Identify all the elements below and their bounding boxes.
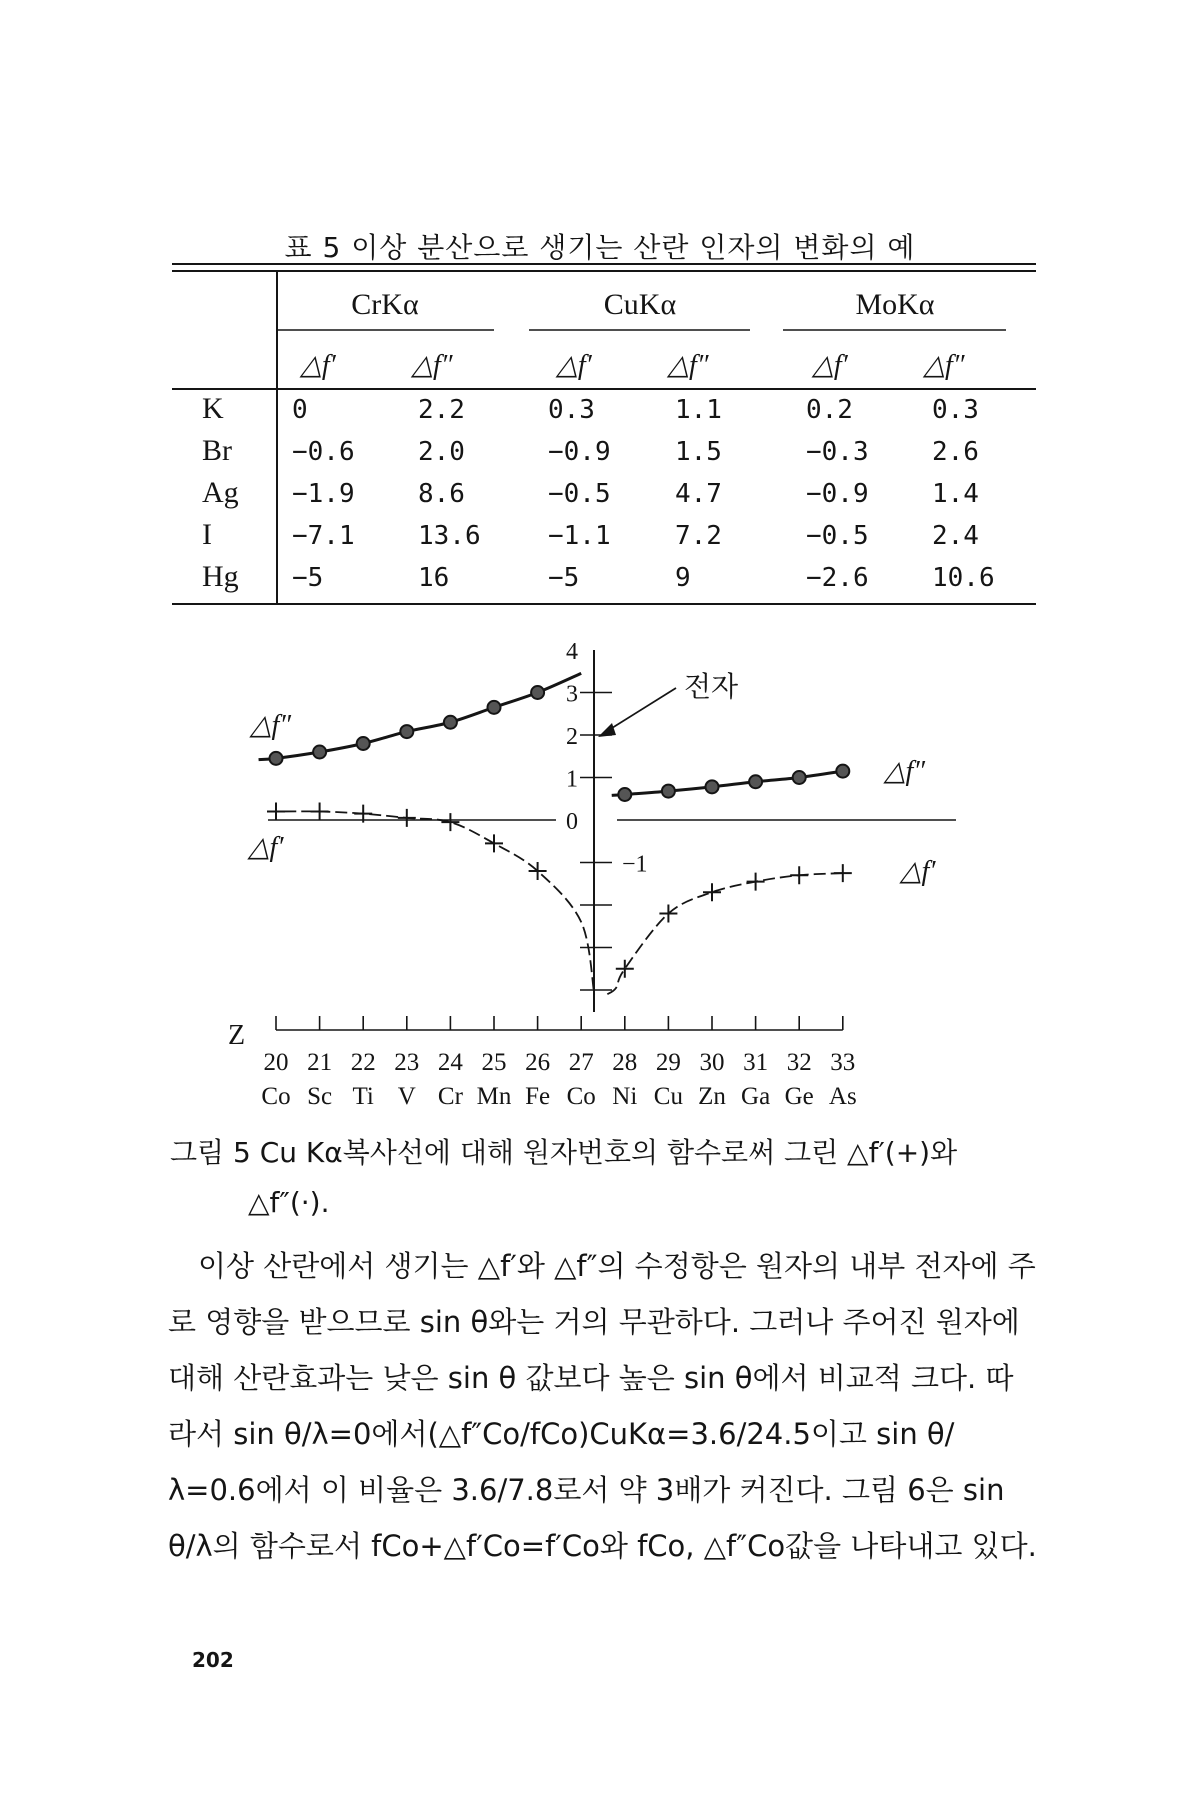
x-tick-label: 28 — [612, 1049, 638, 1076]
table-row-label: Ag — [202, 476, 239, 509]
x-tick-label: 30 — [699, 1049, 725, 1076]
table-cell: 2.2 — [418, 395, 465, 425]
table-cell: −0.9 — [548, 437, 611, 467]
table-cell: −5 — [292, 563, 324, 593]
df1-right-point — [790, 866, 808, 884]
df1-left-curve — [267, 811, 594, 994]
table-cell: −0.6 — [292, 437, 355, 467]
element-label: Fe — [525, 1083, 551, 1110]
df2-left-point — [313, 746, 326, 759]
table-cell: 1.4 — [932, 479, 979, 509]
figure-caption — [170, 1128, 1050, 1228]
x-tick-label: 33 — [830, 1049, 856, 1076]
y-tick-label: 3 — [566, 681, 578, 708]
df2-right-label: △f″ — [884, 756, 925, 787]
table-cell: 2.4 — [932, 521, 979, 551]
df2-left-label: △f″ — [250, 710, 291, 741]
table-cell: 8.6 — [418, 479, 465, 509]
df1-left-point — [311, 803, 329, 821]
y-tick-label: 1 — [566, 766, 578, 793]
y-tick-label: 4 — [566, 639, 578, 665]
x-tick-label: 20 — [263, 1049, 289, 1076]
figure-caption-line2: △f″(·). — [248, 1186, 330, 1219]
element-label: Mn — [476, 1083, 512, 1110]
table-subheader: △f′ — [300, 350, 336, 381]
annotation-arrow — [604, 688, 676, 733]
anomalous-dispersion-table — [0, 0, 1200, 620]
df2-left-point — [400, 725, 413, 738]
df2-right-point — [662, 785, 675, 798]
x-tick-label: 23 — [394, 1049, 420, 1076]
figure-caption-line1: 그림 5 Cu Kα복사선에 대해 원자번호의 함수로써 그린 △f′(+)와 — [170, 1136, 958, 1169]
table-group-header: CrKα — [351, 288, 419, 321]
df2-left-curve — [259, 673, 582, 759]
df1-right-point — [747, 873, 765, 891]
element-label: V — [397, 1083, 416, 1110]
df2-left-point — [357, 737, 370, 750]
x-tick-label: 27 — [568, 1049, 594, 1076]
element-label: Ge — [784, 1083, 814, 1110]
element-label: Sc — [307, 1083, 333, 1110]
body-text — [168, 1238, 1038, 1574]
df2-left-point — [488, 701, 501, 714]
electron-annotation: 전자 — [684, 672, 739, 703]
df1-left-point — [441, 813, 459, 831]
table-cell: −1.9 — [292, 479, 355, 509]
x-tick-label: 24 — [437, 1049, 463, 1076]
df1-left-point — [267, 803, 285, 821]
x-tick-label: 29 — [655, 1049, 681, 1076]
table-cell: −5 — [548, 563, 580, 593]
table-cell: −1.1 — [548, 521, 611, 551]
table-cell: 4.7 — [675, 479, 722, 509]
df2-left-point — [444, 716, 457, 729]
x-tick-label: 25 — [481, 1049, 507, 1076]
df2-right-point — [618, 788, 631, 801]
table-cell: 0.3 — [932, 395, 979, 425]
element-label: Ni — [612, 1083, 638, 1110]
df1-left-label: △f′ — [248, 832, 284, 863]
table-cell: 9 — [675, 563, 691, 593]
table-row-label: K — [202, 392, 224, 425]
df2-right-point — [706, 780, 719, 793]
table-caption: 표 5 이상 분산으로 생기는 산란 인자의 변화의 예 — [284, 231, 916, 264]
x-tick-label: 31 — [743, 1049, 769, 1076]
table-cell: −0.3 — [806, 437, 869, 467]
table-cell: 2.0 — [418, 437, 465, 467]
anomalous-scattering-figure — [0, 600, 1200, 1120]
element-label: Ti — [352, 1083, 374, 1110]
annotation-arrowhead — [598, 723, 616, 737]
body-paragraph: 이상 산란에서 생기는 △f′와 △f″의 수정항은 원자의 내부 전자에 주로 영향을 받으므로 sin θ와는 거의 무관하다. 그러나 주어진 원자에 대해 산란효과는 낮은 sin θ 값보다 높은 sin θ에서 비교적 크다. 따라서 sin θ/λ=0에서(△f″Co/fCo)CuKα=3.6/24.5이고 sin θ/λ=0.6에서 이 비율은 3.6/7.8로서 약 3배가 커진다. 그림 6은 sin θ/λ의 함수로서 fCo+△f′Co=f′Co와 fCo, △f″Co값을 나타내고 있다. — [168, 1249, 1037, 1563]
element-label: Co — [566, 1083, 596, 1110]
element-label: As — [828, 1083, 857, 1110]
table-row-label: I — [202, 518, 212, 551]
df2-left-point — [531, 686, 544, 699]
table-cell: 0.2 — [806, 395, 853, 425]
y-tick-label: 2 — [566, 724, 578, 750]
df2-left-point — [270, 752, 283, 765]
table-cell: 2.6 — [932, 437, 979, 467]
page-number: 202 — [192, 1648, 234, 1672]
df2-right-curve — [612, 771, 843, 795]
table-cell: 0.3 — [548, 395, 595, 425]
x-axis-label: Z — [228, 1020, 246, 1051]
y-tick-label: −1 — [622, 851, 648, 878]
table-subheader: △f′ — [556, 350, 592, 381]
element-label: Co — [261, 1083, 291, 1110]
df2-right-point — [836, 765, 849, 778]
table-subheader: △f″ — [923, 350, 965, 381]
table-cell: 1.1 — [675, 395, 722, 425]
table-cell: −0.9 — [806, 479, 869, 509]
table-subheader: △f″ — [411, 350, 453, 381]
df1-right-curve — [607, 873, 842, 994]
df1-right-point — [703, 883, 721, 901]
table-cell: −7.1 — [292, 521, 355, 551]
table-cell: 1.5 — [675, 437, 722, 467]
element-label: Cu — [653, 1083, 683, 1110]
table-cell: −0.5 — [548, 479, 611, 509]
table-cell: −2.6 — [806, 563, 869, 593]
df1-right-point — [834, 864, 852, 882]
element-label: Cr — [437, 1083, 463, 1110]
element-label: Zn — [698, 1083, 726, 1110]
table-cell: 13.6 — [418, 521, 481, 551]
df1-left-point — [485, 834, 503, 852]
table-cell: 10.6 — [932, 563, 995, 593]
table-group-header: CuKα — [603, 288, 677, 321]
table-cell: 7.2 — [675, 521, 722, 551]
df1-right-point — [616, 960, 634, 978]
table-cell: −0.5 — [806, 521, 869, 551]
table-group-header: MoKα — [855, 288, 935, 321]
table-cell: 0 — [292, 395, 308, 425]
x-tick-label: 26 — [525, 1049, 551, 1076]
df2-right-point — [749, 775, 762, 788]
table-cell: 16 — [418, 563, 450, 593]
x-tick-label: 32 — [786, 1049, 812, 1076]
x-tick-label: 22 — [350, 1049, 376, 1076]
x-tick-label: 21 — [307, 1049, 333, 1076]
y-tick-label: 0 — [566, 809, 578, 835]
element-label: Ga — [741, 1083, 771, 1110]
df1-left-point — [398, 809, 416, 827]
table-row-label: Br — [202, 434, 232, 467]
table-subheader: △f′ — [812, 350, 848, 381]
df1-right-label: △f′ — [900, 856, 936, 887]
table-subheader: △f″ — [667, 350, 709, 381]
df2-right-point — [793, 771, 806, 784]
table-row-label: Hg — [202, 560, 239, 593]
